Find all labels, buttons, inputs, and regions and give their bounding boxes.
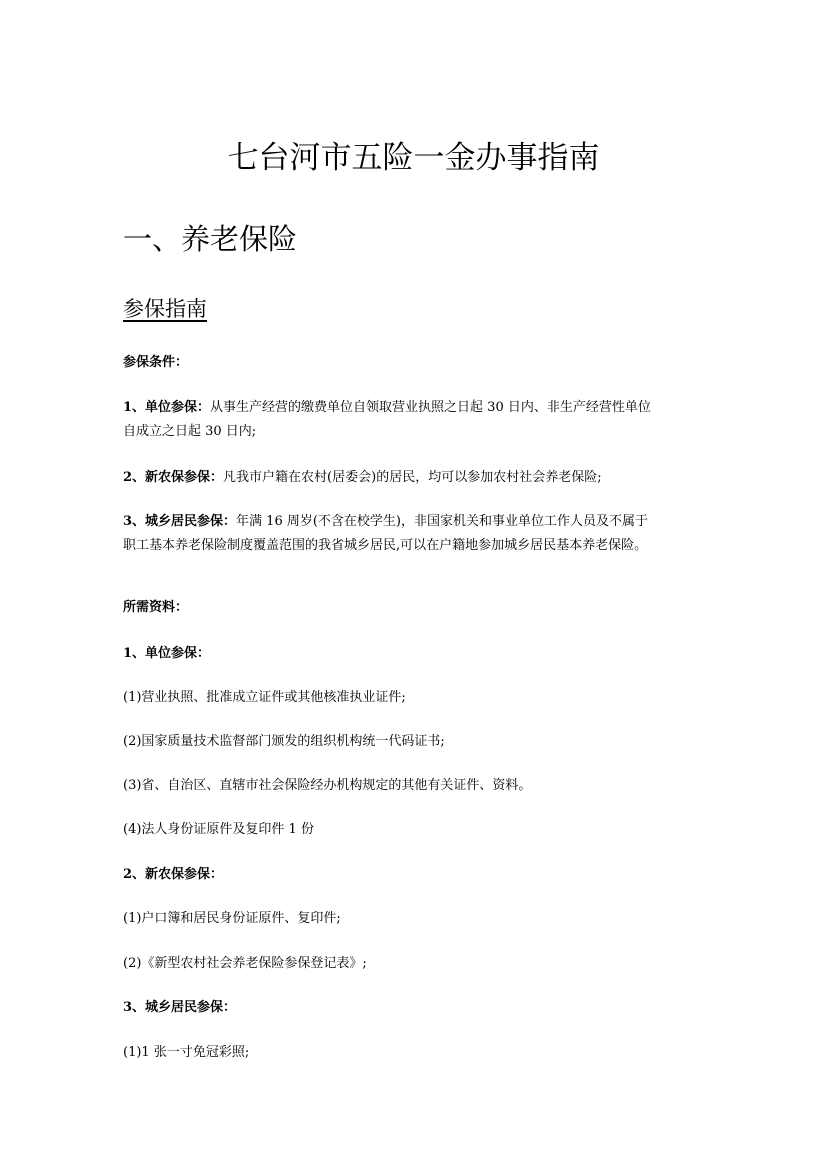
condition-label: 1、单位参保：	[123, 400, 211, 415]
list-item: (3)省、自治区、直辖市社会保险经办机构规定的其他有关证件、资料。	[123, 778, 532, 793]
list-item: (1)1 张一寸免冠彩照;	[123, 1045, 250, 1060]
condition-item-2	[123, 467, 713, 489]
condition-item-1	[123, 397, 713, 419]
condition-item-3	[123, 511, 713, 533]
condition-label: 3、城乡居民参保：	[123, 514, 237, 529]
materials-group-label: 1、单位参保：	[123, 646, 211, 661]
list-item: (1)营业执照、批准成立证件或其他核准执业证件;	[123, 690, 406, 705]
document-title: 七台河市五险一金办事指南	[227, 140, 600, 176]
condition-label: 2、新农保参保：	[123, 470, 224, 485]
subsection-heading: 参保指南	[123, 297, 207, 321]
list-item: (2)《新型农村社会养老保险参保登记表》;	[123, 956, 367, 971]
condition-item-3-cont: 职工基本养老保险制度覆盖范围的我省城乡居民,可以在户籍地参加城乡居民基本养老保险。	[123, 538, 648, 553]
condition-text: 凡我市户籍在农村(居委会)的居民，均可以参加农村社会养老保险;	[223, 470, 602, 485]
condition-text: 从事生产经营的缴费单位自领取营业执照之日起 30 日内、非生产经营性单位	[210, 400, 651, 415]
section-heading: 一、养老保险	[123, 222, 298, 256]
condition-text: 年满 16 周岁(不含在校学生)，非国家机关和事业单位工作人员及不属于	[236, 514, 648, 529]
list-item: (1)户口簿和居民身份证原件、复印件;	[123, 911, 341, 926]
materials-heading: 所需资料：	[123, 600, 189, 615]
conditions-heading: 参保条件：	[123, 355, 189, 370]
materials-group-label: 2、新农保参保：	[123, 867, 224, 882]
list-item: (4)法人身份证原件及复印件 1 份	[123, 822, 314, 837]
list-item: (2)国家质量技术监督部门颁发的组织机构统一代码证书;	[123, 734, 445, 749]
condition-item-1-cont: 自成立之日起 30 日内;	[123, 424, 257, 439]
materials-group-label: 3、城乡居民参保：	[123, 1000, 237, 1015]
